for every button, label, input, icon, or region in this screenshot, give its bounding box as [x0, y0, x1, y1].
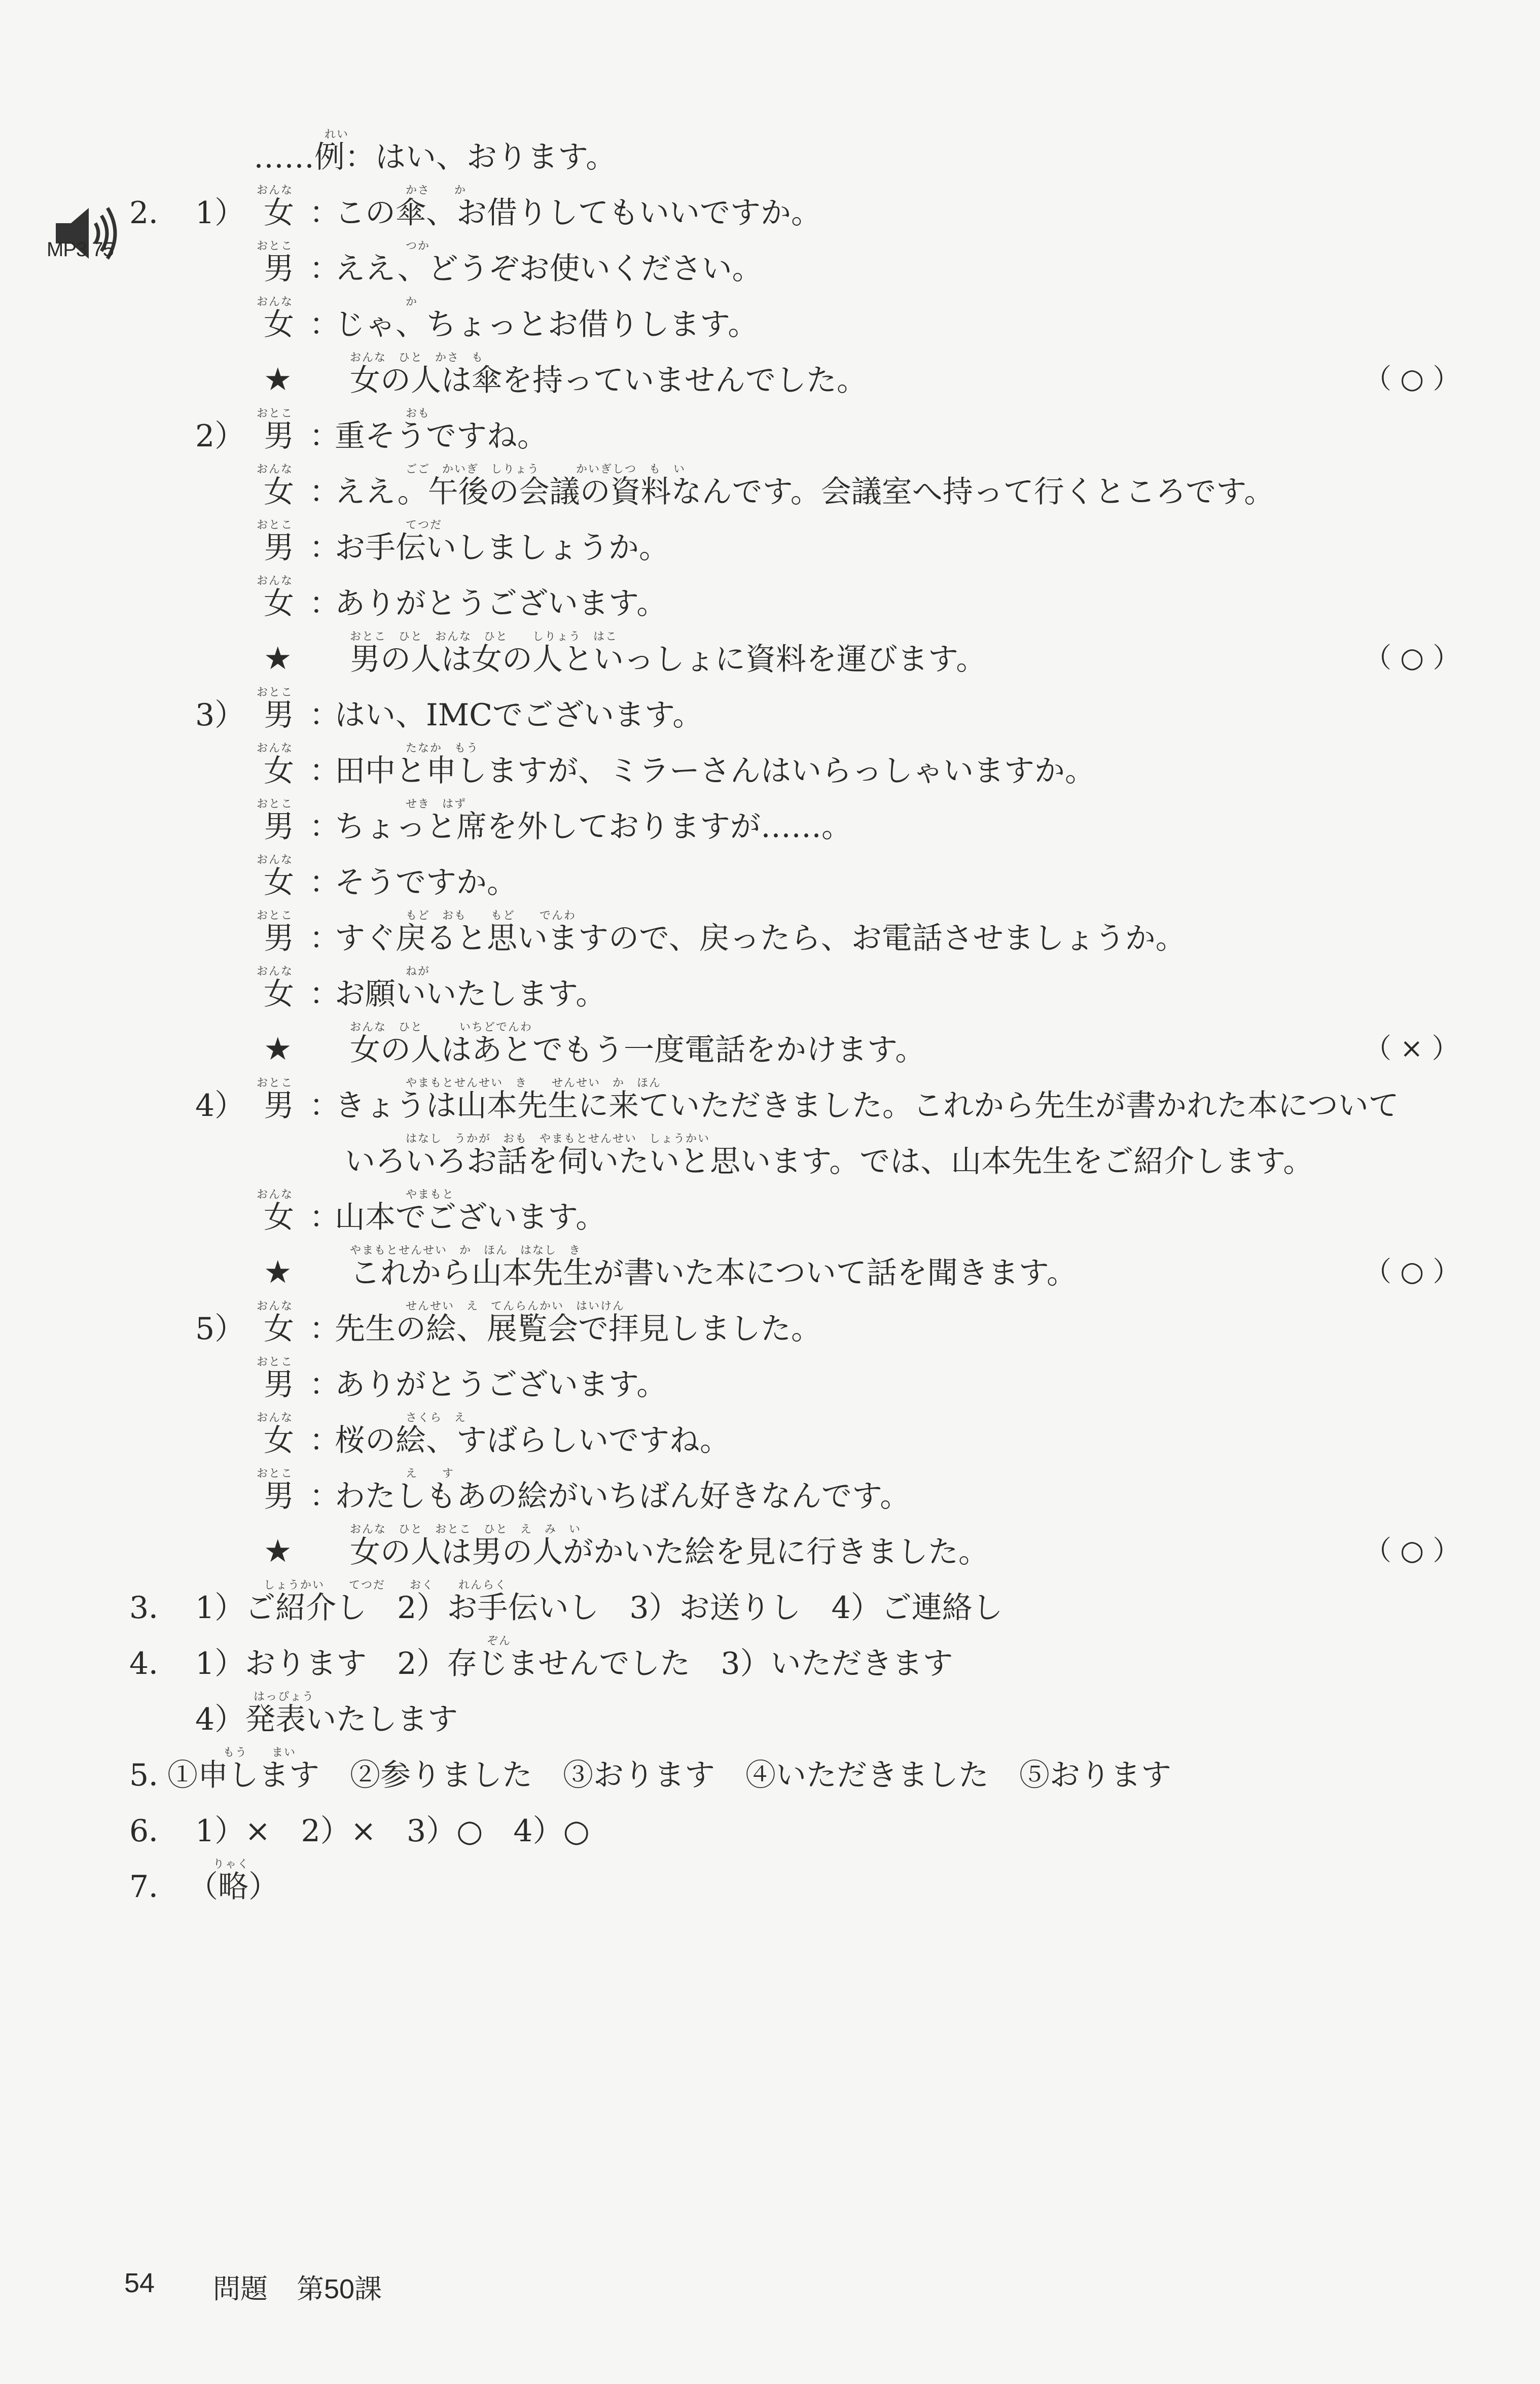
colon: ： — [309, 1367, 340, 1403]
colon: ： — [309, 1479, 340, 1514]
dialogue-text: じゃ、ちょっとお借りします。 — [335, 307, 759, 342]
speaker-furigana: おとこ — [257, 1467, 294, 1480]
dialogue-text: いろいろお話を伺いたいと思います。では、山本先生をご紹介します。 — [345, 1144, 1314, 1179]
answer-mark: （ ○ ） — [1364, 642, 1460, 674]
text-furigana: さくら え — [406, 1412, 467, 1424]
speaker-furigana: おんな — [257, 965, 294, 978]
speaker: 女 — [264, 307, 294, 342]
dialogue-text: 先生の絵、展覧会で拝見しました。 — [335, 1311, 821, 1347]
dialogue-line — [0, 1189, 1540, 1243]
dialogue-text: ええ。午後の会議の資料なんです。会議室へ持って行くところです。 — [335, 474, 1275, 510]
speaker: 女 — [264, 1423, 294, 1458]
speaker-furigana: おとこ — [257, 240, 294, 253]
item-number: 5） — [195, 1311, 245, 1347]
dialogue-line — [0, 1357, 1540, 1410]
dialogue-text: お願いいたします。 — [335, 976, 606, 1012]
dialogue-text: 田中と申しますが、ミラーさんはいらっしゃいますか。 — [335, 753, 1095, 789]
text-furigana: せき はず — [406, 798, 467, 811]
star-icon: ★ — [264, 361, 292, 398]
speaker: 男 — [264, 809, 294, 845]
q4-furigana-2: はっぴょう — [254, 1691, 315, 1703]
speaker: 男 — [264, 697, 294, 733]
q5-line — [0, 1747, 1540, 1801]
dialogue-line — [0, 241, 1540, 294]
answer-mark: （ ○ ） — [1364, 363, 1460, 395]
q7-line — [0, 1859, 1540, 1912]
speaker-furigana: おんな — [257, 1412, 294, 1424]
speaker: 女 — [264, 976, 294, 1012]
speaker-furigana: おとこ — [257, 1356, 294, 1369]
dialogue-line — [0, 576, 1540, 629]
q5-answers: ①申します ②参りました ③おります ④いただきました ⑤おります — [167, 1758, 1171, 1793]
item-number: 2） — [195, 418, 245, 454]
colon: ： — [309, 530, 340, 566]
q4-line — [0, 1636, 1540, 1689]
star-furigana: やまもとせんせい か ほん はなし き — [350, 1244, 582, 1257]
text-furigana: か — [406, 296, 418, 308]
speaker: 男 — [264, 1479, 294, 1514]
speaker-furigana: おんな — [257, 296, 294, 308]
colon: ： — [309, 753, 340, 789]
colon: ： — [309, 307, 340, 342]
dialogue-text: お手伝いしましょうか。 — [335, 530, 669, 566]
item-number: 1） — [195, 195, 245, 231]
star-icon: ★ — [264, 1030, 292, 1067]
speaker: 男 — [264, 1367, 294, 1403]
speaker: 女 — [264, 753, 294, 789]
star-text: 女の人は傘を持っていませんでした。 — [350, 363, 867, 398]
text-furigana: かさ か — [406, 184, 467, 197]
question-number: 4． — [129, 1646, 180, 1681]
dialogue-line — [0, 910, 1540, 964]
text-furigana: つか — [406, 240, 431, 253]
dialogue-text: ええ、どうぞお使いください。 — [335, 251, 763, 287]
speaker-furigana: おんな — [257, 854, 294, 866]
star-line — [0, 1022, 1540, 1075]
speaker: 男 — [264, 530, 294, 566]
speaker-furigana: おんな — [257, 742, 294, 755]
speaker: 女 — [264, 865, 294, 900]
text-furigana: せんせい え てんらんかい はいけん — [406, 1300, 625, 1313]
star-furigana: おんな ひと かさ も — [350, 352, 484, 364]
speaker-furigana: おとこ — [257, 407, 294, 420]
footer-section: 問題 — [213, 2274, 268, 2304]
text-furigana: え す — [406, 1467, 455, 1480]
speaker-furigana: おとこ — [257, 909, 294, 922]
speaker: 女 — [264, 1311, 294, 1347]
dialogue-line — [0, 408, 1540, 462]
speaker-furigana: おんな — [257, 184, 294, 197]
dialogue-line — [0, 185, 1540, 238]
text-furigana: おも — [406, 407, 431, 420]
dialogue-text: 重そうですね。 — [335, 418, 548, 454]
star-icon: ★ — [264, 1532, 292, 1569]
dialogue-text: きょうは山本先生に来ていただきました。これから先生が書かれた本について — [335, 1088, 1399, 1124]
colon: ： — [309, 1200, 340, 1235]
q3-answers: 1）ご紹介し 2）お手伝いし 3）お送りし 4）ご連絡し — [195, 1590, 1003, 1626]
audio-track-label: MP3 75 — [47, 238, 114, 261]
footer-lesson: 第50課 — [297, 2274, 382, 2304]
dialogue-line — [0, 1301, 1540, 1354]
star-furigana: おんな ひと おとこ ひと え み い — [350, 1523, 582, 1536]
colon: ： — [309, 418, 340, 454]
dialogue-line — [0, 799, 1540, 852]
question-number: 2． — [129, 195, 180, 231]
star-icon: ★ — [264, 1253, 292, 1290]
colon: ： — [309, 921, 340, 956]
colon: ： — [309, 1088, 340, 1124]
dialogue-line — [0, 464, 1540, 517]
speaker: 男 — [264, 418, 294, 454]
speaker: 女 — [264, 195, 294, 231]
star-text: これから山本先生が書いた本について話を聞きます。 — [350, 1255, 1077, 1291]
dialogue-text: わたしもあの絵がいちばん好きなんです。 — [335, 1479, 911, 1514]
text-furigana: ねが — [406, 965, 431, 978]
text-furigana: もど おも もど でんわ — [406, 909, 577, 922]
q5-furigana: もう まい — [223, 1746, 297, 1759]
speaker-furigana: おとこ — [257, 798, 294, 811]
speaker: 男 — [264, 921, 294, 956]
q7-answers: （略） — [188, 1869, 279, 1905]
colon: ： — [309, 697, 340, 733]
speaker-furigana: おとこ — [257, 519, 294, 532]
item-number: 4） — [195, 1088, 245, 1124]
answer-mark: （ × ） — [1364, 1032, 1459, 1064]
question-number: 5． — [129, 1758, 180, 1793]
speaker-furigana: おんな — [257, 1188, 294, 1201]
colon: ： — [309, 1423, 340, 1458]
text-furigana: てつだ — [406, 519, 443, 532]
page-number: 54 — [124, 2268, 155, 2298]
example-furigana: れい — [325, 128, 349, 141]
dialogue-text: そうですか。 — [335, 865, 517, 900]
dialogue-text: ありがとうございます。 — [335, 586, 667, 621]
q3-line — [0, 1580, 1540, 1633]
speaker: 女 — [264, 586, 294, 621]
speaker-furigana: おんな — [257, 463, 294, 476]
q6-line — [0, 1803, 1540, 1856]
speaker-furigana: おとこ — [257, 686, 294, 699]
q4-answers: 1）おります 2）存じませんでした 3）いただきます — [195, 1646, 953, 1681]
dialogue-line — [0, 1413, 1540, 1466]
q3-furigana: しょうかい てつだ おく れんらく — [264, 1579, 508, 1592]
speaker: 女 — [264, 1200, 294, 1235]
question-number: 7． — [129, 1869, 180, 1905]
colon: ： — [309, 976, 340, 1012]
text-furigana: たなか もう — [406, 742, 479, 755]
star-text: 男の人は女の人といっしょに資料を運びます。 — [350, 642, 987, 677]
colon: ： — [309, 809, 340, 845]
question-number: 3． — [129, 1590, 180, 1626]
text-furigana: ごご かいぎ しりょう かいぎしつ も い — [406, 463, 686, 476]
dialogue-text: 山本でございます。 — [335, 1200, 606, 1235]
example-line — [0, 129, 1540, 183]
answer-mark: （ ○ ） — [1364, 1534, 1460, 1566]
star-line — [0, 1524, 1540, 1577]
dialogue-line — [0, 966, 1540, 1020]
dialogue-line — [0, 687, 1540, 741]
dialogue-line — [0, 743, 1540, 796]
star-line — [0, 632, 1540, 685]
item-number: 3） — [195, 697, 245, 733]
star-text: 女の人はあとでもう一度電話をかけます。 — [350, 1032, 926, 1068]
colon: ： — [309, 586, 340, 621]
q4-furigana: ぞん — [487, 1635, 512, 1647]
dialogue-line — [0, 1468, 1540, 1522]
dialogue-text: すぐ戻ると思いますので、戻ったら、お電話させましょうか。 — [335, 921, 1186, 956]
speaker-furigana: おんな — [257, 1300, 294, 1313]
dialogue-text: 桜の絵、すばらしいですね。 — [335, 1423, 730, 1458]
q6-answers: 1）× 2）× 3）○ 4）○ — [195, 1813, 590, 1849]
dialogue-line — [0, 1078, 1540, 1131]
colon: ： — [309, 195, 340, 231]
q7-furigana: りゃく — [213, 1858, 250, 1871]
dialogue-text: はい、IMCでございます。 — [335, 697, 703, 733]
dialogue-line — [0, 1134, 1540, 1187]
example-text: ……例：はい、おります。 — [254, 139, 617, 175]
dialogue-line — [0, 297, 1540, 350]
star-text: 女の人は男の人がかいた絵を見に行きました。 — [350, 1534, 989, 1570]
speaker: 男 — [264, 1088, 294, 1124]
dialogue-text: ちょっと席を外しておりますが……。 — [335, 809, 852, 845]
colon: ： — [309, 474, 340, 510]
star-furigana: おんな ひと いちどでんわ — [350, 1021, 533, 1034]
text-furigana: はなし うかが おも やまもとせんせい しょうかい — [406, 1133, 710, 1145]
star-furigana: おとこ ひと おんな ひと しりょう はこ — [350, 630, 618, 643]
star-line — [0, 1245, 1540, 1299]
dialogue-line — [0, 520, 1540, 573]
dialogue-line — [0, 855, 1540, 908]
star-icon: ★ — [264, 640, 292, 677]
star-line — [0, 353, 1540, 406]
speaker: 女 — [264, 474, 294, 510]
speaker: 男 — [264, 251, 294, 287]
q4-answers-2: 4）発表いたします — [195, 1702, 458, 1737]
answer-mark: （ ○ ） — [1364, 1255, 1460, 1287]
dialogue-text: この傘、お借りしてもいいですか。 — [335, 195, 821, 231]
colon: ： — [309, 251, 340, 287]
question-number: 6． — [129, 1813, 180, 1849]
q4-line-2 — [0, 1692, 1540, 1745]
text-furigana: やまもとせんせい き せんせい か ほん — [406, 1077, 662, 1090]
colon: ： — [309, 865, 340, 900]
speaker-furigana: おんな — [257, 575, 294, 587]
speaker-furigana: おとこ — [257, 1077, 294, 1090]
colon: ： — [309, 1311, 340, 1347]
dialogue-text: ありがとうございます。 — [335, 1367, 667, 1403]
text-furigana: やまもと — [406, 1188, 455, 1201]
